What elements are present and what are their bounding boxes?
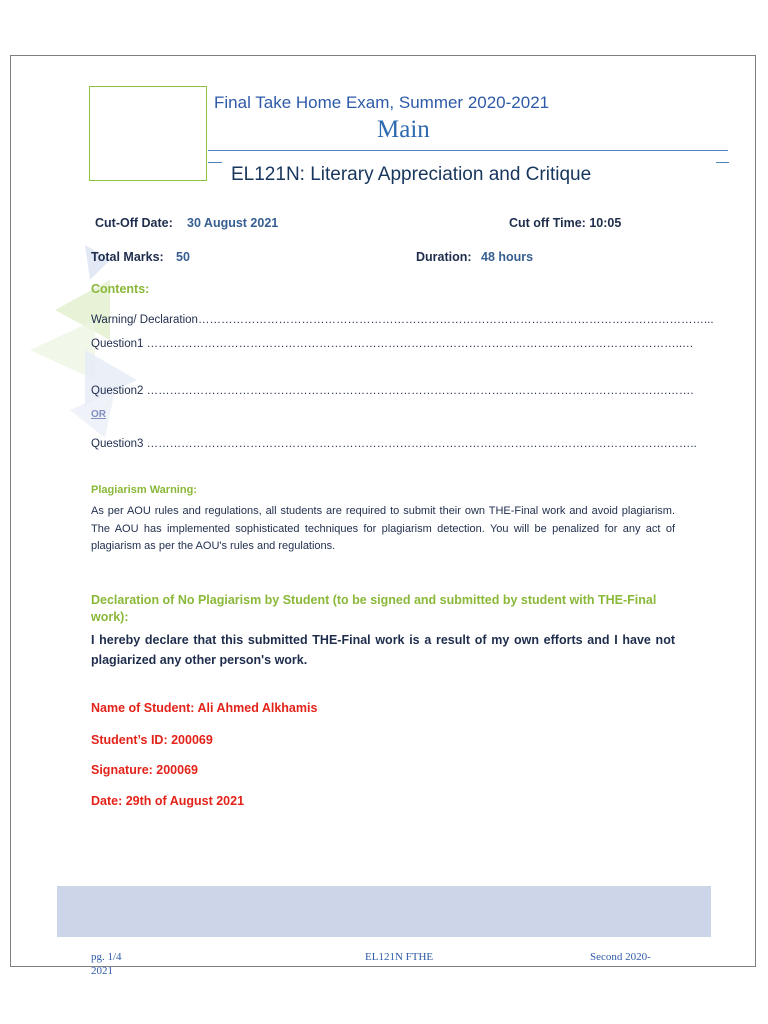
header-rule xyxy=(208,150,728,151)
header-dash-right xyxy=(716,162,729,163)
course-title: EL121N: Literary Appreciation and Critique xyxy=(231,164,592,185)
toc-question2[interactable]: Question2 ……………………………………………………………………………………………………………………….……. xyxy=(91,385,694,397)
submission-date: Date: 29th of August 2021 xyxy=(91,794,245,808)
footer-course-code: EL121N FTHE xyxy=(365,951,434,963)
cutoff-time: Cut off Time: 10:05 xyxy=(509,216,622,230)
exam-title: Final Take Home Exam, Summer 2020-2021 xyxy=(214,93,550,112)
student-name: Name of Student: Ali Ahmed Alkhamis xyxy=(91,701,318,715)
main-title: Main xyxy=(377,116,430,143)
plagiarism-text: As per AOU rules and regulations, all students are required to submit their own THE-Final work and avoid plagiarism. The AOU has implemented sophisticated techniques for plagiarism detection. You will be penalized for any act of plagiarism as per the AOU's rules and regulations. xyxy=(91,505,675,552)
logo-placeholder xyxy=(89,86,207,181)
plagiarism-heading: Plagiarism Warning: xyxy=(91,484,197,496)
declaration-text: I hereby declare that this submitted THE-Final work is a result of my own efforts and I have not plagiarized any other person's work. xyxy=(91,633,675,667)
declaration-heading: Declaration of No Plagiarism by Student (to be signed and submitted by student with THE-Final work): xyxy=(91,593,657,624)
toc-question1[interactable]: Question1 …………………………………………………………………………………………………………………………..… xyxy=(91,338,694,350)
total-marks-value: 50 xyxy=(176,250,190,264)
toc-question3[interactable]: Question3 ……………………………………………………………………………………………………………………….…….. xyxy=(91,438,697,450)
student-id: Student’s ID: 200069 xyxy=(91,733,213,747)
footer-term-continued: 2021 xyxy=(91,965,113,977)
total-marks-label: Total Marks: xyxy=(91,250,164,264)
cutoff-date-value: 30 August 2021 xyxy=(187,216,279,230)
cutoff-date-label: Cut-Off Date: xyxy=(95,216,173,230)
student-signature: Signature: 200069 xyxy=(91,763,198,777)
toc-warning[interactable]: Warning/ Declaration……………………………………………………………………………………………………………………... xyxy=(91,314,714,326)
duration-value: 48 hours xyxy=(481,250,534,264)
or-link[interactable]: OR xyxy=(91,409,106,420)
footer-band xyxy=(57,886,711,937)
contents-heading: Contents: xyxy=(91,282,150,296)
header-dash-left xyxy=(208,162,222,163)
duration-label: Duration: xyxy=(416,250,472,264)
footer-page-number: pg. 1/4 xyxy=(91,951,122,963)
footer-term: Second 2020- xyxy=(590,951,651,963)
